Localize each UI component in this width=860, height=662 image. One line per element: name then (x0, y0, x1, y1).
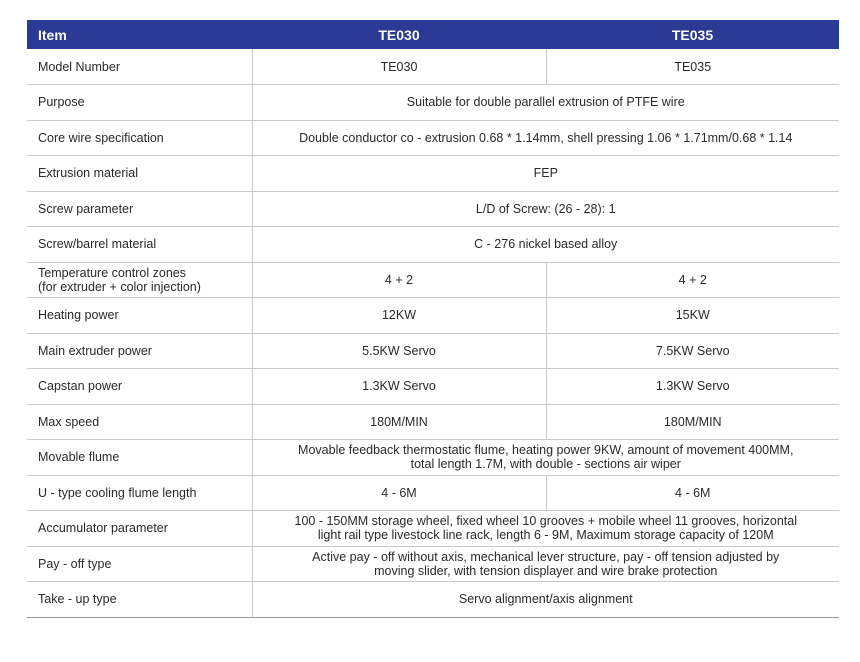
table-row (27, 85, 839, 121)
table-row (27, 298, 839, 334)
row-label-text: Movable flume (38, 450, 120, 465)
row-label-text: Heating power (38, 308, 119, 323)
table-row (27, 333, 839, 369)
row-label (27, 582, 252, 618)
table-row (27, 49, 839, 85)
row-label (27, 369, 252, 405)
row-label-text: Extrusion material (38, 166, 139, 181)
row-value-te030: 1.3KW Servo (252, 369, 546, 405)
row-value-te035: 180M/MIN (546, 404, 839, 440)
table-row (27, 404, 839, 440)
row-label-text: Pay - off type (38, 556, 112, 571)
header-te030: TE030 (252, 20, 546, 49)
row-label (27, 546, 252, 582)
row-value-merged (252, 546, 839, 582)
row-value-merged (252, 511, 839, 547)
row-value-line: Suitable for double parallel extrusion of PTFE wire (406, 95, 685, 110)
row-value-te030: 4 - 6M (252, 475, 546, 511)
row-label (27, 262, 252, 298)
row-value-te030: 12KW (252, 298, 546, 334)
row-label (27, 440, 252, 476)
row-value-merged (252, 440, 839, 476)
table-row (27, 475, 839, 511)
table-row (27, 511, 839, 547)
row-value-merged (252, 227, 839, 263)
row-label-text: Purpose (38, 95, 85, 110)
row-value-line: Active pay - off without axis, mechanical lever structure, pay - off tension adjusted by (312, 549, 780, 564)
row-value-line: 100 - 150MM storage wheel, fixed wheel 10 grooves + mobile wheel 11 grooves, horizontal (294, 514, 797, 529)
row-label (27, 333, 252, 369)
spec-table-container (27, 20, 839, 618)
spec-table (27, 20, 839, 618)
row-label (27, 475, 252, 511)
row-label (27, 120, 252, 156)
row-label (27, 298, 252, 334)
row-value-line: Double conductor co - extrusion 0.68 * 1.14mm, shell pressing 1.06 * 1.71mm/0.68 * 1.14 (299, 130, 793, 145)
header-row (27, 20, 839, 49)
row-value-merged (252, 191, 839, 227)
row-value-te030: 5.5KW Servo (252, 333, 546, 369)
table-row (27, 582, 839, 618)
row-value-merged (252, 156, 839, 192)
table-row (27, 120, 839, 156)
row-value-te030: 4 + 2 (252, 262, 546, 298)
row-value-merged (252, 120, 839, 156)
row-value-line: Movable feedback thermostatic flume, heating power 9KW, amount of movement 400MM, (298, 443, 794, 458)
row-label (27, 404, 252, 440)
table-row (27, 440, 839, 476)
row-label-text: Take - up type (38, 592, 117, 607)
row-label-text: Accumulator parameter (38, 521, 168, 536)
row-value-te035: 4 - 6M (546, 475, 839, 511)
row-value-te035: 7.5KW Servo (546, 333, 839, 369)
row-value-line: C - 276 nickel based alloy (474, 237, 618, 252)
row-value-te035: 4 + 2 (546, 262, 839, 298)
row-value-merged (252, 85, 839, 121)
row-value-line: L/D of Screw: (26 - 28): 1 (475, 201, 616, 216)
row-label-text: Main extruder power (38, 343, 152, 358)
row-value-line: total length 1.7M, with double - sections air wiper (410, 457, 681, 472)
row-value-line: Servo alignment/axis alignment (458, 592, 633, 607)
row-label-text: Capstan power (38, 379, 123, 394)
row-label-text: Core wire specification (38, 130, 164, 145)
row-value-te035: 15KW (546, 298, 839, 334)
header-te035: TE035 (546, 20, 839, 49)
row-label (27, 85, 252, 121)
row-label-text: Screw parameter (38, 201, 134, 216)
row-label (27, 227, 252, 263)
table-row (27, 262, 839, 298)
table-row (27, 227, 839, 263)
row-label-text: Screw/barrel material (38, 237, 157, 252)
row-label-text: Model Number (38, 59, 120, 74)
row-label (27, 49, 252, 85)
table-row (27, 156, 839, 192)
row-label-text: Temperature control zones (38, 265, 186, 280)
table-row (27, 546, 839, 582)
row-label-text: Max speed (38, 414, 100, 429)
row-label (27, 156, 252, 192)
row-value-line: light rail type livestock line rack, length 6 - 9M, Maximum storage capacity of 120M (317, 528, 774, 543)
row-label-subtext: (for extruder + color injection) (38, 279, 201, 294)
row-value-line: moving slider, with tension displayer and wire brake protection (374, 563, 718, 578)
header-item: Item (27, 20, 252, 49)
row-label (27, 191, 252, 227)
row-value-te035: TE035 (546, 49, 839, 85)
row-value-merged (252, 582, 839, 618)
table-row (27, 191, 839, 227)
row-value-te035: 1.3KW Servo (546, 369, 839, 405)
row-value-line: FEP (533, 166, 558, 181)
row-label-text: U - type cooling flume length (38, 485, 197, 500)
row-label (27, 511, 252, 547)
row-value-te030: 180M/MIN (252, 404, 546, 440)
row-value-te030: TE030 (252, 49, 546, 85)
table-row (27, 369, 839, 405)
